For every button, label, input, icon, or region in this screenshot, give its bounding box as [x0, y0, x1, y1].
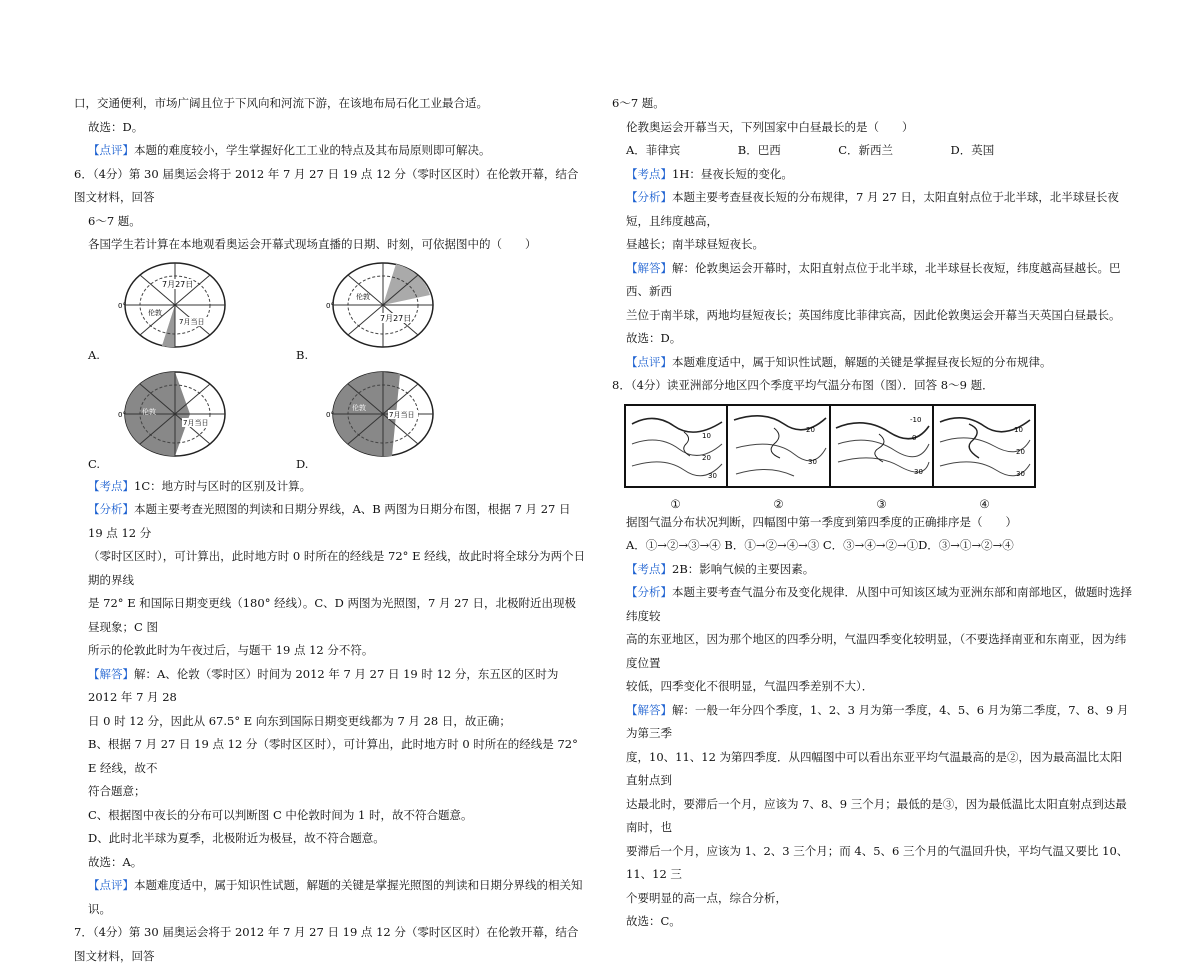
tag-kaodian: 【考点】 [626, 166, 672, 181]
label-july27: 7月27日 [162, 279, 194, 289]
iso-label: 0 [912, 433, 917, 442]
label-dangri: 7月当日 [183, 418, 209, 427]
map-label-1: ① [670, 496, 681, 511]
jieda-text: 解：A、伦敦（零时区）时间为 2012 年 7 月 27 日 19 时 12 分，东五区的区时为 2012 年 7 月 28 [88, 666, 559, 704]
option-label-b: B. [296, 347, 309, 362]
answer-line: 故选：D。 [626, 331, 682, 345]
label-dangri: 7月当日 [389, 410, 415, 419]
jieda-line: C、根据图中夜长的分布可以判断图 C 中伦敦时间为 1 时，故不符合题意。 [88, 807, 473, 822]
jieda-line: 符合题意； [88, 784, 146, 798]
jieda-text: 解：一般一年分四个季度，1、2、3 月为第一季度，4、5、6 月为第二季度，7、8、9 月为第三季 [626, 702, 1129, 740]
kaodian-line [74, 475, 586, 499]
question-6: 6．（4分）第 30 届奥运会将于 2012 年 7 月 27 日 19 点 12 分（零时区区时）在伦敦开幕，结合图文材料，回答 [74, 166, 579, 204]
tag-jieda: 【解答】 [88, 666, 134, 681]
answer-line: 故选：A。 [88, 854, 143, 869]
option-label-a: A. [88, 347, 100, 362]
jieda-line: 个要明显的高一点，综合分析， [626, 890, 787, 905]
map-label-4: ④ [979, 496, 990, 511]
label-dangri: 7月当日 [179, 317, 205, 326]
fenxi-line [612, 581, 1132, 628]
map-labels [624, 497, 1036, 511]
tag-kaodian: 【考点】 [88, 478, 134, 493]
question-8-options: A．①→②→③→④ B．①→②→④→③ C．③→④→②→①D．③→①→②→④ [626, 538, 1014, 552]
kaodian-text: 2B：影响气候的主要因素。 [672, 561, 815, 576]
fenxi-line: 所示的伦敦此时为午夜过后，与题干 19 点 12 分不符。 [88, 643, 374, 657]
iso-label: 20 [702, 453, 711, 462]
question-8: 8．（4分）读亚洲部分地区四个季度平均气温分布图（图）．回答 8～9 题． [612, 378, 994, 392]
label-july27: 7月27日 [380, 313, 412, 323]
iso-label: 30 [914, 467, 923, 476]
dianping-line [74, 874, 586, 921]
temperature-maps [624, 404, 1036, 488]
label-zero: 0° [118, 410, 126, 419]
figure-c [74, 366, 274, 471]
figure-a [74, 257, 274, 362]
label-zero: 0° [326, 410, 334, 419]
label-london: 伦敦 [352, 403, 366, 412]
jieda-line: 日 0 时 12 分，因此从 67.5° E 向东到国际日期变更线都为 7 月 28 日，故正确； [88, 713, 511, 728]
jieda-line: B、根据 7 月 27 日 19 点 12 分（零时区区时），可计算出，此时地方时 0 时所在的经线是 72° E 经线，故不 [88, 737, 578, 775]
comment-text: 本题的难度较小，学生掌握好化工工业的特点及其布局原则即可解决。 [134, 143, 491, 157]
fenxi-line: 较低，四季变化不很明显，气温四季差别不大）． [626, 679, 874, 693]
figure-row-ab [74, 257, 586, 362]
diagram-a [100, 257, 250, 352]
fenxi-text: 本题主要考查昼夜长短的分布规律，7 月 27 日，太阳直射点位于北半球，北半球昼长夜短，且纬度越高， [626, 190, 1119, 228]
iso-label: 20 [806, 425, 815, 434]
question-7-options: A．菲律宾 B．巴西 C．新西兰 D．英国 [626, 143, 995, 157]
tag-jieda: 【解答】 [626, 702, 672, 717]
tag-fenxi: 【分析】 [626, 190, 672, 204]
diagram-b [308, 257, 458, 352]
iso-label: -10 [910, 415, 922, 424]
fenxi-text: 本题主要考查光照图的判读和日期分界线，A、B 两图为日期分布图，根据 7 月 27 日 19 点 12 分 [88, 502, 571, 540]
right-column [612, 92, 1132, 934]
map-label-3: ③ [876, 496, 887, 511]
label-london: 伦敦 [356, 292, 370, 301]
tag-kaodian: 【考点】 [626, 561, 672, 576]
question-7-stem: 伦教奥运会开幕当天，下列国家中白昼最长的是（ ） [626, 119, 914, 134]
jieda-line [612, 699, 1132, 746]
tag-dianping: 【点评】 [626, 354, 672, 369]
fenxi-line: 是 72° E 和国际日期变更线（180° 经线）。C、D 两图为光照图，7 月 27 日，北极附近出现极昼现象；C 图 [88, 596, 576, 634]
question-6-cont: 6～7 题。 [88, 213, 141, 228]
text-line: 6～7 题。 [612, 96, 665, 110]
answer-line: 故选：D。 [88, 119, 144, 134]
label-london: 伦敦 [148, 308, 162, 317]
tag-jieda: 【解答】 [626, 260, 672, 275]
kaodian-line [612, 163, 1132, 187]
label-zero: 0° [118, 301, 126, 310]
iso-label: 30 [808, 457, 817, 466]
answer-line: 故选：C。 [626, 914, 681, 928]
jieda-text: 解：伦敦奥运会开幕时，太阳直射点位于北半球，北半球昼长夜短，纬度越高昼越长。巴西、新西 [626, 260, 1121, 298]
fenxi-line [612, 186, 1132, 233]
tag-dianping: 【点评】 [88, 878, 134, 892]
dianping-line [612, 351, 1132, 375]
diagram-c [100, 366, 250, 461]
iso-label: 30 [1016, 469, 1025, 478]
fenxi-text: 本题主要考查气温分布及变化规律．从图中可知该区域为亚洲东部和南部地区，做题时选择纬度较 [626, 585, 1132, 623]
question-6-stem: 各国学生若计算在本地观看奥运会开幕式现场直播的日期、时刻，可依据图中的（ ） [88, 237, 537, 251]
jieda-line: D、此时北半球为夏季，北极附近为极昼，故不符合题意。 [88, 831, 385, 845]
comment-line [74, 139, 586, 163]
jieda-line: 要滞后一个月，应该为 1、2、3 三个月；而 4、5、6 三个月的气温回升快，平均气温又要比 10、11、12 三 [626, 843, 1129, 881]
iso-label: 20 [1016, 447, 1025, 456]
jieda-line: 达最北时，要滞后一个月，应该为 7、8、9 三个月；最低的是③，因为最低温比太阳直射点到达最南时，也 [626, 796, 1127, 834]
figure-row-cd [74, 366, 586, 471]
dianping-text: 本题难度适中，属于知识性试题，解题的关键是掌握光照图的判读和日期分界线的相关知识。 [88, 878, 583, 916]
question-8-stem: 据图气温分布状况判断，四幅图中第一季度到第四季度的正确排序是（ ） [626, 514, 1017, 529]
text-line: 口，交通便利，市场广阔且位于下风向和河流下游，在该地布局石化工业最合适。 [74, 96, 488, 110]
left-column [74, 92, 586, 968]
fenxi-line: 高的东亚地区，因为那个地区的四季分明，气温四季变化较明显，（不要选择南亚和东南亚，因为纬度位置 [626, 632, 1127, 670]
option-label-c: C. [88, 456, 101, 471]
kaodian-line [612, 558, 1132, 582]
diagram-d [308, 366, 458, 461]
jieda-line [74, 663, 586, 710]
figure-d [282, 366, 482, 471]
tag-fenxi: 【分析】 [88, 502, 134, 516]
iso-label: 30 [708, 471, 717, 480]
tag-dianping: 【点评】 [88, 143, 134, 157]
dianping-text: 本题难度适中，属于知识性试题，解题的关键是掌握昼夜长短的分布规律。 [672, 354, 1052, 369]
fenxi-line: 昼越长；南半球昼短夜长。 [626, 237, 764, 251]
fenxi-line: （零时区区时），可计算出，此时地方时 0 时所在的经线是 72° E 经线，故此时将全球分为两个日期的界线 [88, 549, 586, 587]
fenxi-line [74, 498, 586, 545]
kaodian-text: 1H：昼夜长短的变化。 [672, 166, 793, 181]
iso-label: 10 [702, 431, 711, 440]
kaodian-text: 1C：地方时与区时的区别及计算。 [134, 478, 312, 493]
jieda-line [612, 257, 1132, 304]
jieda-line: 兰位于南半球，两地均昼短夜长；英国纬度比菲律宾高，因此伦敦奥运会开幕当天英国白昼最长。 [626, 307, 1121, 322]
label-zero: 0° [326, 301, 334, 310]
figure-b [282, 257, 482, 362]
map-label-2: ② [773, 496, 784, 511]
tag-fenxi: 【分析】 [626, 585, 672, 599]
iso-label: 10 [1014, 425, 1023, 434]
label-london: 伦敦 [142, 407, 156, 416]
question-7: 7．（4分）第 30 届奥运会将于 2012 年 7 月 27 日 19 点 12 分（零时区区时）在伦敦开幕，结合图文材料，回答 [74, 925, 579, 963]
option-label-d: D. [296, 456, 309, 471]
jieda-line: 度，10、11、12 为第四季度．从四幅图中可以看出东亚平均气温最高的是②，因为最高温比太阳直射点到 [626, 749, 1123, 787]
